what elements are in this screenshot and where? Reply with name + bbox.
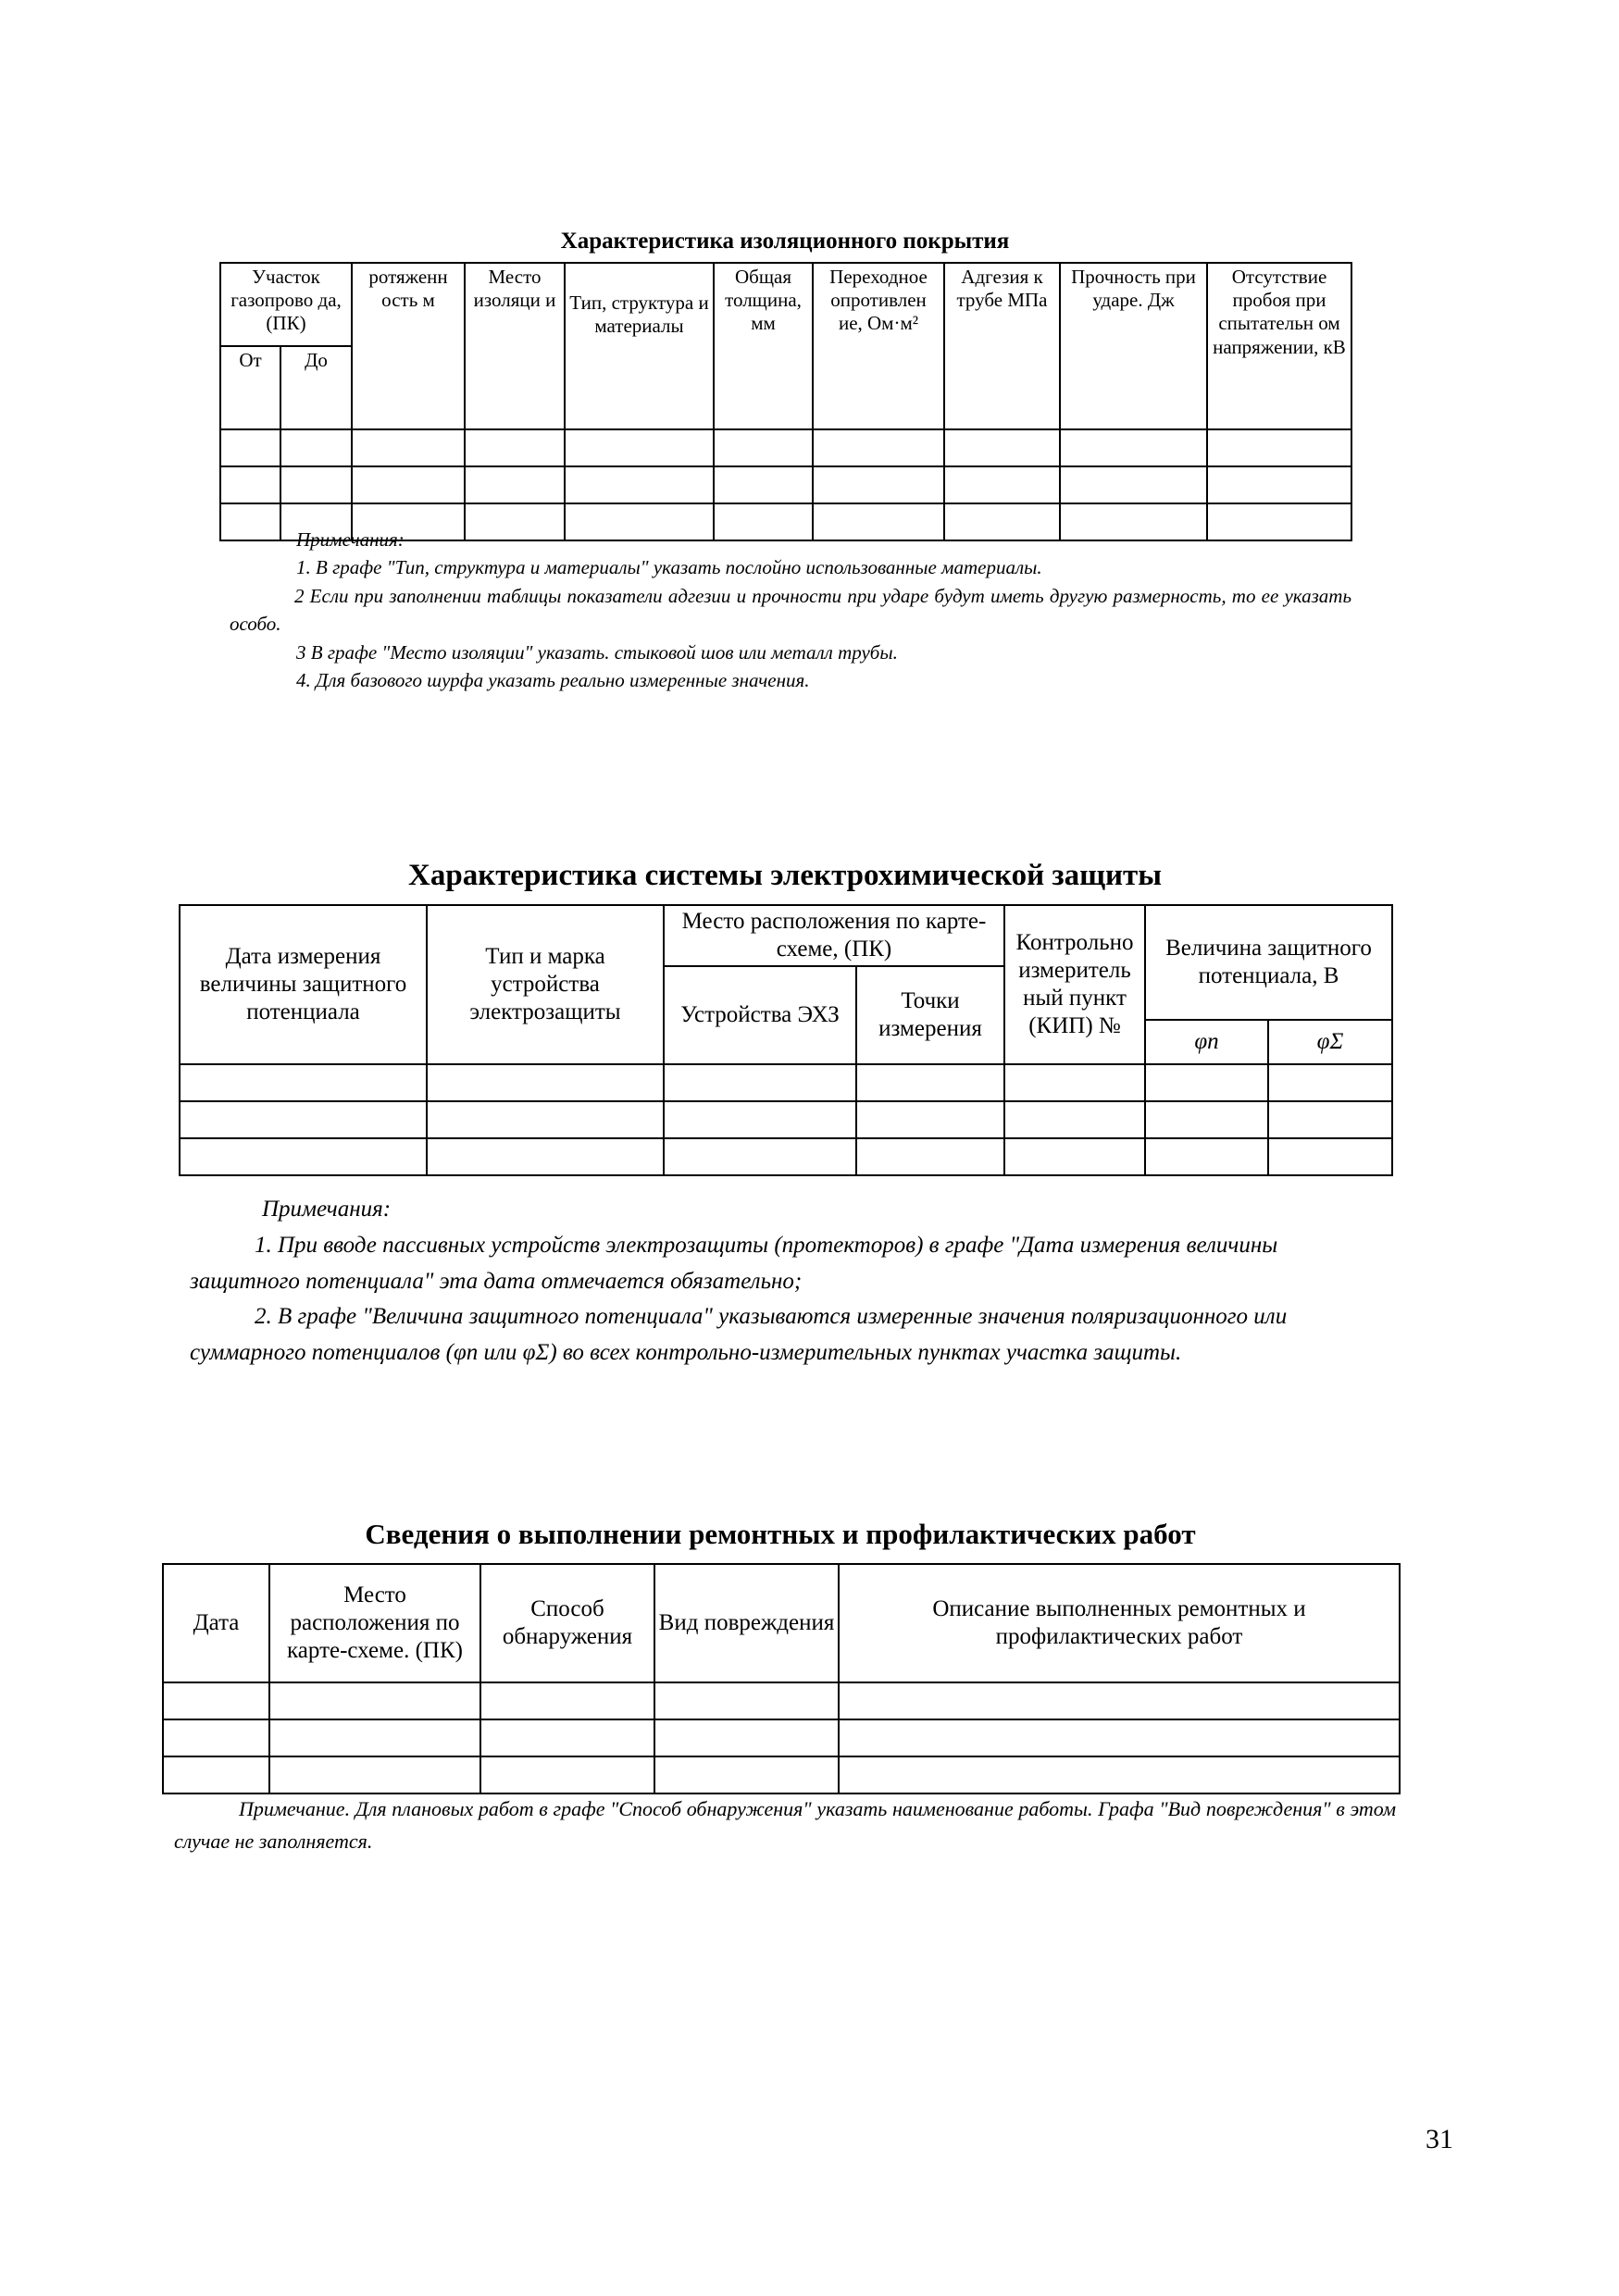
header-location: Место расположения по карте-схеме. (ПК) bbox=[269, 1564, 480, 1682]
table-row bbox=[163, 1682, 1400, 1719]
insulation-title: Характеристика изоляционного покрытия bbox=[560, 229, 1010, 254]
table-row bbox=[180, 1064, 1392, 1101]
note-item: 2. В графе "Величина защитного потенциала" указываются измеренные значения поляризационного или суммарного потенциалов (φп или φΣ) во всех контрольно-измерительных пунктах участка защиты. bbox=[190, 1304, 1288, 1365]
repair-table bbox=[162, 1563, 1401, 1794]
header-description: Описание выполненных ремонтных и профилактических работ bbox=[839, 1564, 1400, 1682]
header-kip: Контрольно измеритель ный пункт (КИП) № bbox=[1004, 905, 1145, 1064]
header-to: До bbox=[280, 346, 352, 429]
header-thickness: Общая толщина, мм bbox=[714, 263, 813, 429]
header-length: ротяженн ость м bbox=[352, 263, 465, 429]
header-date: Дата измерения величины защитного потенциала bbox=[180, 905, 427, 1064]
table-row bbox=[163, 1719, 1400, 1756]
header-points: Точки измерения bbox=[856, 966, 1004, 1064]
header-adhesion: Адгезия к трубе МПа bbox=[944, 263, 1060, 429]
header-resistance: Переходное опротивлен ие, Ом·м² bbox=[813, 263, 944, 429]
note-item: 1. В графе "Тип, структура и материалы" указать послойно использованные материалы. bbox=[296, 556, 1042, 579]
note-item: 4. Для базового шурфа указать реально измеренные значения. bbox=[296, 669, 810, 692]
table-row bbox=[163, 1756, 1400, 1793]
ecp-title: Характеристика системы электрохимической защиты bbox=[408, 859, 1162, 892]
header-type: Тип, структура и материалы bbox=[565, 263, 714, 429]
ecp-notes bbox=[190, 1192, 1393, 1371]
insulation-table bbox=[219, 262, 1352, 541]
table-row bbox=[220, 466, 1351, 503]
note-item: 1. При вводе пассивных устройств электрозащиты (протекторов) в графе "Дата измерения величины защитного потенциала" эта дата отмечается обязательно; bbox=[190, 1232, 1278, 1294]
header-breakdown: Отсутствие пробоя при спытательн ом напряжении, кВ bbox=[1207, 263, 1351, 429]
notes-heading: Примечания: bbox=[262, 1197, 392, 1222]
page-number: 31 bbox=[1426, 2124, 1453, 2154]
header-phi-sum: φΣ bbox=[1268, 1020, 1392, 1064]
header-phi-n: φп bbox=[1145, 1020, 1268, 1064]
header-location: Место изоляци и bbox=[465, 263, 565, 429]
notes-heading: Примечания: bbox=[296, 528, 405, 551]
header-method: Способ обнаружения bbox=[480, 1564, 654, 1682]
table-row bbox=[220, 429, 1351, 466]
repair-note bbox=[174, 1793, 1396, 1857]
note-item: 3 В графе "Место изоляции" указать. стыковой шов или металл трубы. bbox=[296, 640, 898, 664]
header-damage: Вид повреждения bbox=[654, 1564, 839, 1682]
header-section: Участок газопрово да, (ПК) bbox=[220, 263, 352, 346]
repair-title: Сведения о выполнении ремонтных и профилактических работ bbox=[365, 1518, 1196, 1550]
header-strength: Прочность при ударе. Дж bbox=[1060, 263, 1207, 429]
ecp-table bbox=[179, 904, 1393, 1176]
header-date: Дата bbox=[163, 1564, 269, 1682]
header-ekz: Устройства ЭХЗ bbox=[664, 966, 856, 1064]
header-device: Тип и марка устройства электрозащиты bbox=[427, 905, 664, 1064]
note-item: 2 Если при заполнении таблицы показатели адгезии и прочности при ударе будут иметь другую размерность, то ее указать особо. bbox=[230, 584, 1351, 636]
table-row bbox=[180, 1138, 1392, 1175]
insulation-notes bbox=[230, 526, 1351, 695]
header-location: Место расположения по карте-схеме, (ПК) bbox=[664, 905, 1004, 966]
header-from: От bbox=[220, 346, 280, 429]
table-row bbox=[180, 1101, 1392, 1138]
note-item: Примечание. Для плановых работ в графе "Способ обнаружения" указать наименование работы. Графа "Вид повреждения" в этом случае не заполняется. bbox=[174, 1797, 1396, 1854]
header-potential: Величина защитного потенциала, В bbox=[1145, 905, 1392, 1020]
